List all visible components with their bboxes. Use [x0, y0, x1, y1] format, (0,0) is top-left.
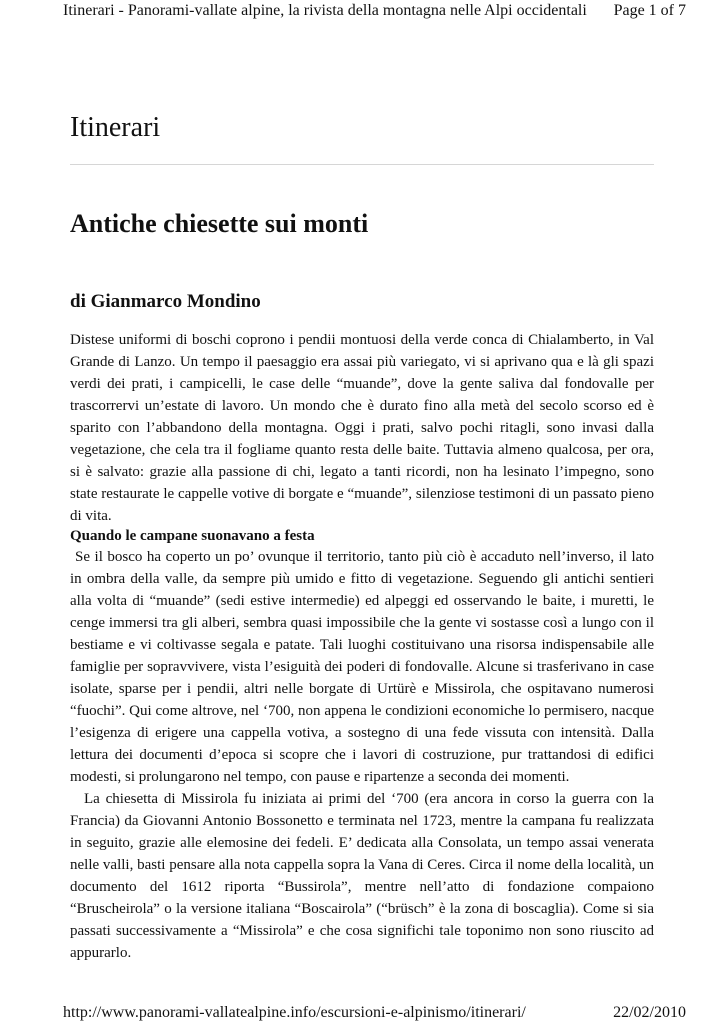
section-title: Itinerari [70, 112, 161, 143]
body-text-block [70, 546, 654, 964]
page-header-title: Itinerari - Panorami-vallate alpine, la rivista della montagna nelle Alpi occidentali [63, 2, 587, 19]
intro-paragraph-block [70, 329, 654, 527]
section-divider [70, 164, 654, 165]
intro-paragraph: Distese uniformi di boschi coprono i pendii montuosi della verde conca di Chialamberto, in Val Grande di Lanzo. Un tempo il paesaggio era assai più variegato, vi si aprivano qua e là gli spazi verdi dei prati, i campicelli, le case delle “muande”, dove la gente saliva dal fondovalle per trascorrervi un’estate di lavoro. Un mondo che è durato fino alla metà del secolo scorso ed è sparito con l’abbandono della montagna. Oggi i prati, salvo pochi ritagli, sono invasi dalla vegetazione, che cela tra il fogliame quanto resta delle baite. Tuttavia almeno qualcosa, per ora, si è salvato: grazie alla passione di chi, legato a tanti ricordi, non ha lesinato l’impegno, sono state restaurate le cappelle votive di borgate e “muande”, silenziose testimoni di un passato pieno di vita. [70, 332, 654, 524]
footer-date: 22/02/2010 [613, 1004, 686, 1021]
section-subheading: Quando le campane suonavano a festa [70, 528, 315, 544]
body-paragraph-3: La chiesetta di Missirola fu iniziata ai primi del ‘700 (era ancora in corso la guerra con la Francia) da Giovanni Antonio Bossonetto e terminata nel 1723, mentre la campana fu realizzata in seguito, grazie alle elemosine dei fedeli. E’ dedicata alla Consolata, un tempo assai venerata nelle valli, basti pensare alla nota cappella sopra la Vana di Ceres. Circa il nome della località, un documento del 1612 riporta “Bussirola”, mentre nell’atto di fondazione compaiono “Bruscheirola” o la versione italiana “Boscairola” (“brüsch” è la zona di boscaglia). Come si sia passati successivamente a “Missirola” e che cosa significhi tale toponimo non sono riuscito ad appurarlo. [70, 791, 654, 961]
page-number: Page 1 of 7 [613, 2, 686, 19]
body-paragraph-2: Se il bosco ha coperto un po’ ovunque il territorio, tanto più ciò è accaduto nell’inverso, il lato in ombra della valle, da sempre più umido e fitto di vegetazione. Seguendo gli antichi sentieri alla volta di “muande” (sedi estive intermedie) ed alpeggi ed osservando le baite, i muretti, le cenge immersi tra gli alberi, sembra quasi impossibile che la gente vi sostasse così a lungo con il bestiame e vi coltivasse segala e patate. Tali luoghi costituivano una risorsa indispensabile alle famiglie per sopravvivere, vista l’esiguità dei poderi di fondovalle. Alcune si trasferivano in case isolate, sparse per i pendii, altri nelle borgate di Urtürè e Missirola, che ospitavano numerosi “fuochi”. Qui come altrove, nel ‘700, non appena le condizioni economiche lo permisero, nacque l’esigenza di erigere una cappella votiva, a sostegno di una fede vissuta con intensità. Dalla lettura dei documenti d’epoca si scopre che i lavori di costruzione, pur trattandosi di edifici modesti, si prolungarono nel tempo, con pause e ripartenze a seconda dei momenti. [70, 549, 654, 785]
article-title: Antiche chiesette sui monti [70, 209, 369, 238]
footer-url: http://www.panorami-vallatealpine.info/escursioni-e-alpinismo/itinerari/ [63, 1004, 526, 1021]
article-byline: di Gianmarco Mondino [70, 291, 261, 312]
